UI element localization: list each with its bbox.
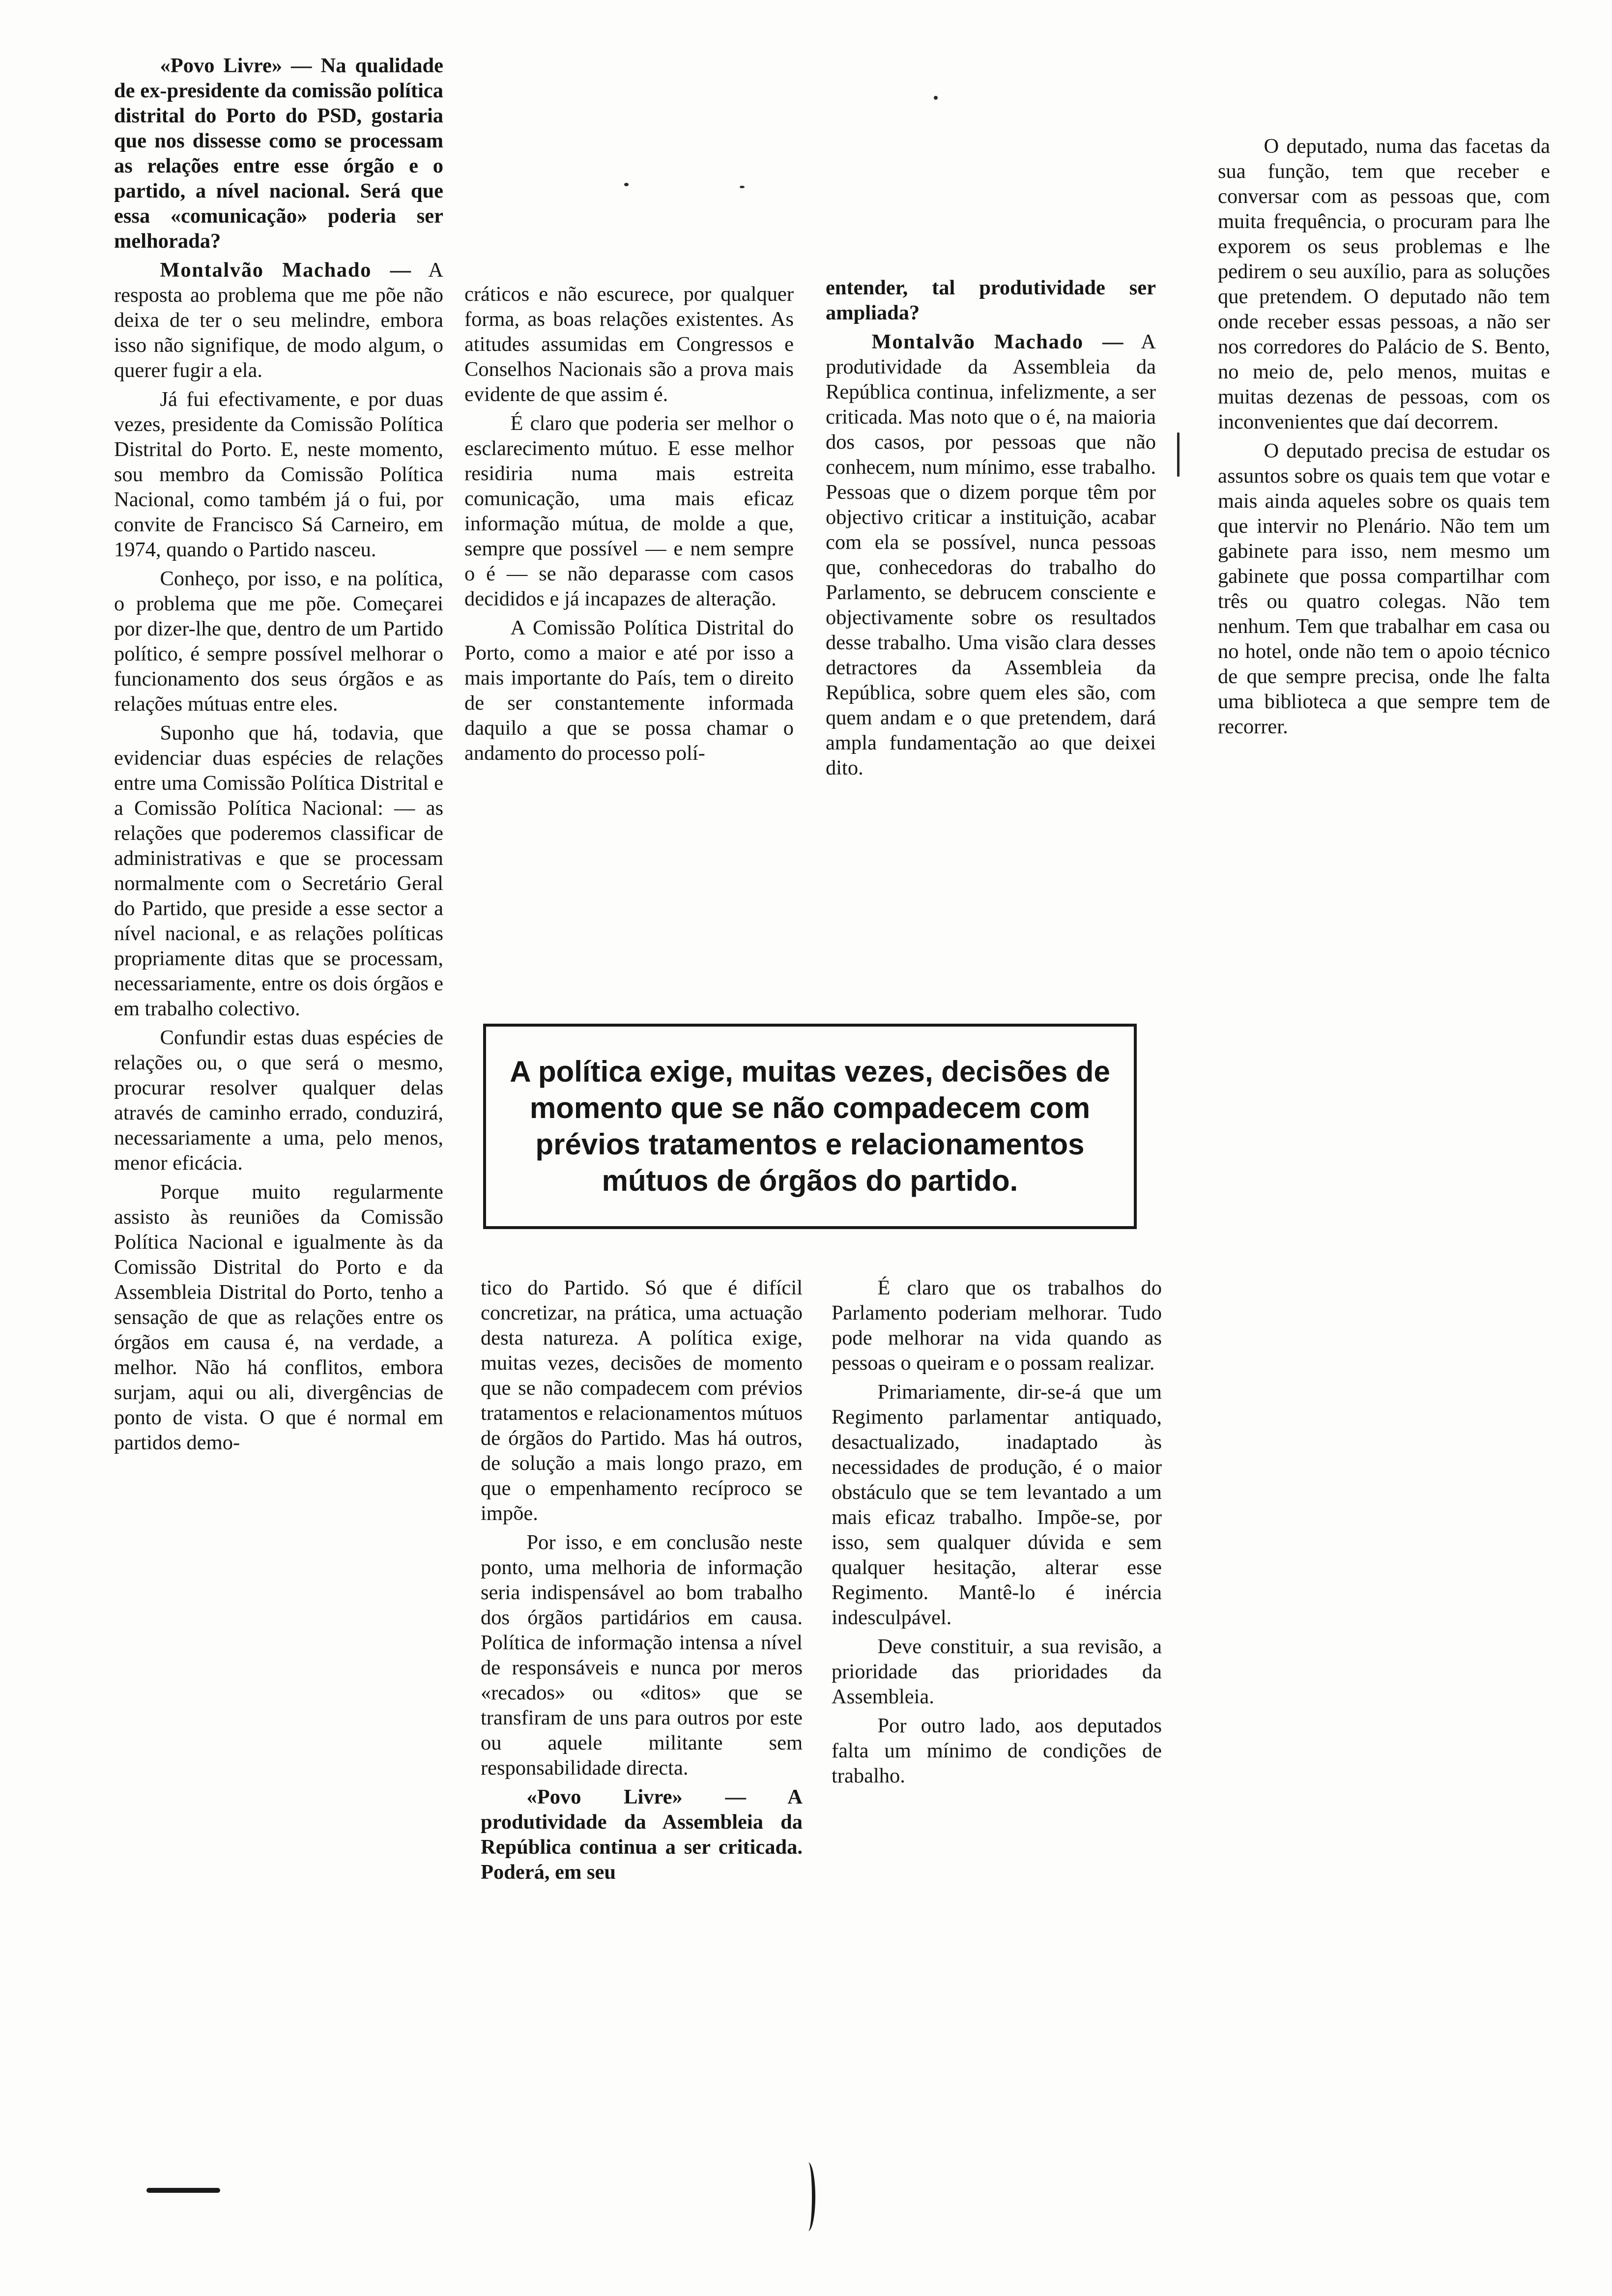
paragraph: tico do Partido. Só que é difícil concretizar, na prática, uma actuação desta natureza. A política exige, muitas vezes, decisões de momento que se não compadecem com prévios tratamentos e relacionamentos mútuos de órgãos do Partido. Mas há outros, de solução a mais longo prazo, em que o empenhamento recíproco se impõe.: [481, 1276, 803, 1525]
interview-question: «Povo Livre» — Na qualidade de ex-presidente da comissão política distrital do Porto do PSD, gostaria que nos dissesse como se processam as relações entre esse órgão e o partido, a nível nacional. Será que essa «comunicação» poderia ser melhorada?: [114, 54, 443, 253]
paragraph: É claro que os trabalhos do Parlamento poderiam melhorar. Tudo pode melhorar na vida quando as pessoas o queiram e o possam realizar.: [832, 1276, 1162, 1375]
scan-speck: [624, 183, 629, 186]
speaker-name: Montalvão Machado —: [160, 258, 412, 282]
article-column-6: [832, 1275, 1162, 1792]
article-column-4: [1218, 134, 1550, 743]
article-column-3: [826, 275, 1156, 784]
article-column-1: [114, 53, 443, 1459]
article-column-5: [481, 1275, 803, 1889]
scan-speck: [934, 96, 938, 100]
scan-speck: [1177, 432, 1180, 477]
paragraph: Já fui efectivamente, e por duas vezes, presidente da Comissão Política Distrital do Porto. E, neste momento, sou membro da Comissão Política Nacional, como também já o fui, por convite de Francisco Sá Carneiro, em 1974, quando o Partido nasceu.: [114, 388, 443, 561]
paragraph: O deputado, numa das facetas da sua função, tem que receber e conversar com as pessoas que, com muita frequência, o procuram para lhe exporem os seus problemas e lhe pedirem o seu auxílio, para as soluções que pretendem. O deputado não tem onde receber essas pessoas, a não ser nos corredores do Palácio de S. Bento, no meio de, pelo menos, muitas e muitas dezenas de pessoas, com os inconvenientes que daí decorrem.: [1218, 135, 1550, 433]
paragraph: [114, 258, 443, 383]
paragraph: Deve constituir, a sua revisão, a prioridade das prioridades da Assembleia.: [832, 1635, 1162, 1708]
paragraph: Confundir estas duas espécies de relações ou, o que será o mesmo, procurar resolver qualquer delas através de caminho errado, conduzirá, necessariamente a uma, pelo menos, menor eficácia.: [114, 1026, 443, 1175]
scan-bracket-mark: [801, 2162, 815, 2231]
article-column-2: [464, 282, 794, 770]
paragraph: Porque muito regularmente assisto às reuniões da Comissão Política Nacional e igualmente às da Comissão Distrital do Porto e da Assembleia Distrital do Porto, tenho a sensação de que as relações entre os órgãos em causa é, na verdade, a melhor. Não há conflitos, embora surjam, aqui ou ali, divergências de ponto de vista. O que é normal em partidos demo-: [114, 1180, 443, 1454]
paragraph: [826, 329, 1156, 780]
paragraph: Primariamente, dir-se-á que um Regimento parlamentar antiquado, desactualizado, inadaptado às necessidades de produção, é o maior obstáculo que se tem levantado a um mais eficaz trabalho. Impõe-se, por isso, sem qualquer dúvida e sem qualquer hesitação, alterar esse Regimento. Mantê-lo é inércia indesculpável.: [832, 1380, 1162, 1629]
pull-quote-text: A política exige, muitas vezes, decisões de momento que se não compadecem com prévios tratamentos e relacionamentos mútuos de órgãos do partido.: [510, 1055, 1110, 1197]
paragraph: Por isso, e em conclusão neste ponto, uma melhoria de informação seria indispensável ao bom trabalho dos órgãos partidários em causa. Política de informação intensa a nível de responsáveis e nunca por meros «recados» ou «ditos» que se transfiram de uns para outros por este ou aquele militante sem responsabilidade directa.: [481, 1531, 803, 1779]
paragraph: Por outro lado, aos deputados falta um mínimo de condições de trabalho.: [832, 1714, 1162, 1787]
interview-question: «Povo Livre» — A produtividade da Assembleia da República continua a ser criticada. Poderá, em seu: [481, 1785, 803, 1884]
paragraph: cráticos e não escurece, por qualquer forma, as boas relações existentes. As atitudes assumidas em Congressos e Conselhos Nacionais são a prova mais evidente de que assim é.: [464, 283, 794, 406]
interview-question: entender, tal produtividade ser ampliada?: [826, 276, 1156, 324]
paragraph: Conheço, por isso, e na política, o problema que me põe. Começarei por dizer-lhe que, dentro de um Partido político, é sempre possível melhorar o funcionamento dos seus órgãos e as relações mútuas entre eles.: [114, 567, 443, 716]
answer-text: A produtividade da Assembleia da República continua, infelizmente, a ser criticada. Mas noto que o é, na maioria dos casos, por pessoas que não conhecem, num mínimo, esse trabalho. Pessoas que o dizem porque têm por objectivo criticar a instituição, acabar com ela se possível, nunca pessoas que, conhecedoras do trabalho do Parlamento, se debrucem consciente e objectivamente sobre os resultados desse trabalho. Uma visão clara desses detractores da Assembleia da República, sobre quem eles são, com quem andam e o que pretendem, dará ampla fundamentação ao que deixei dito.: [826, 330, 1156, 779]
answer-text: A resposta ao problema que me põe não deixa de ter o seu melindre, embora isso não signifique, de modo algum, o querer fugir a ela.: [114, 258, 443, 382]
end-rule: [146, 2188, 220, 2193]
paragraph: O deputado precisa de estudar os assuntos sobre os quais tem que votar e mais ainda aqueles sobre os quais tem que intervir no Plenário. Não tem um gabinete para isso, nem mesmo um gabinete que possa compartilhar com três ou quatro colegas. Não tem nenhum. Tem que trabalhar em casa ou no hotel, onde não tem o apoio técnico de que sempre precisa, onde lhe falta uma biblioteca a que sempre tem de recorrer.: [1218, 439, 1550, 738]
paragraph: Suponho que há, todavia, que evidenciar duas espécies de relações entre uma Comissão Política Distrital e a Comissão Política Nacional: — as relações que poderemos classificar de administrativas e que se processam normalmente com o Secretário Geral do Partido, que preside a esse sector a nível nacional, e as relações políticas propriamente ditas que se processam, necessariamente, entre os dois órgãos e em trabalho colectivo.: [114, 721, 443, 1020]
pull-quote-box: [483, 1024, 1137, 1229]
speaker-name: Montalvão Machado —: [871, 330, 1124, 353]
scan-speck: [740, 186, 745, 188]
paragraph: É claro que poderia ser melhor o esclarecimento mútuo. E esse melhor residiria numa mais estreita comunicação, uma mais eficaz informação mútua, de molde a que, sempre que possível — e nem sempre o é — se não deparasse com casos decididos e já incapazes de alteração.: [464, 412, 794, 610]
paragraph: A Comissão Política Distrital do Porto, como a maior e até por isso a mais importante do País, tem o direito de ser constantemente informada daquilo a que se possa chamar o andamento do processo polí-: [464, 616, 794, 765]
